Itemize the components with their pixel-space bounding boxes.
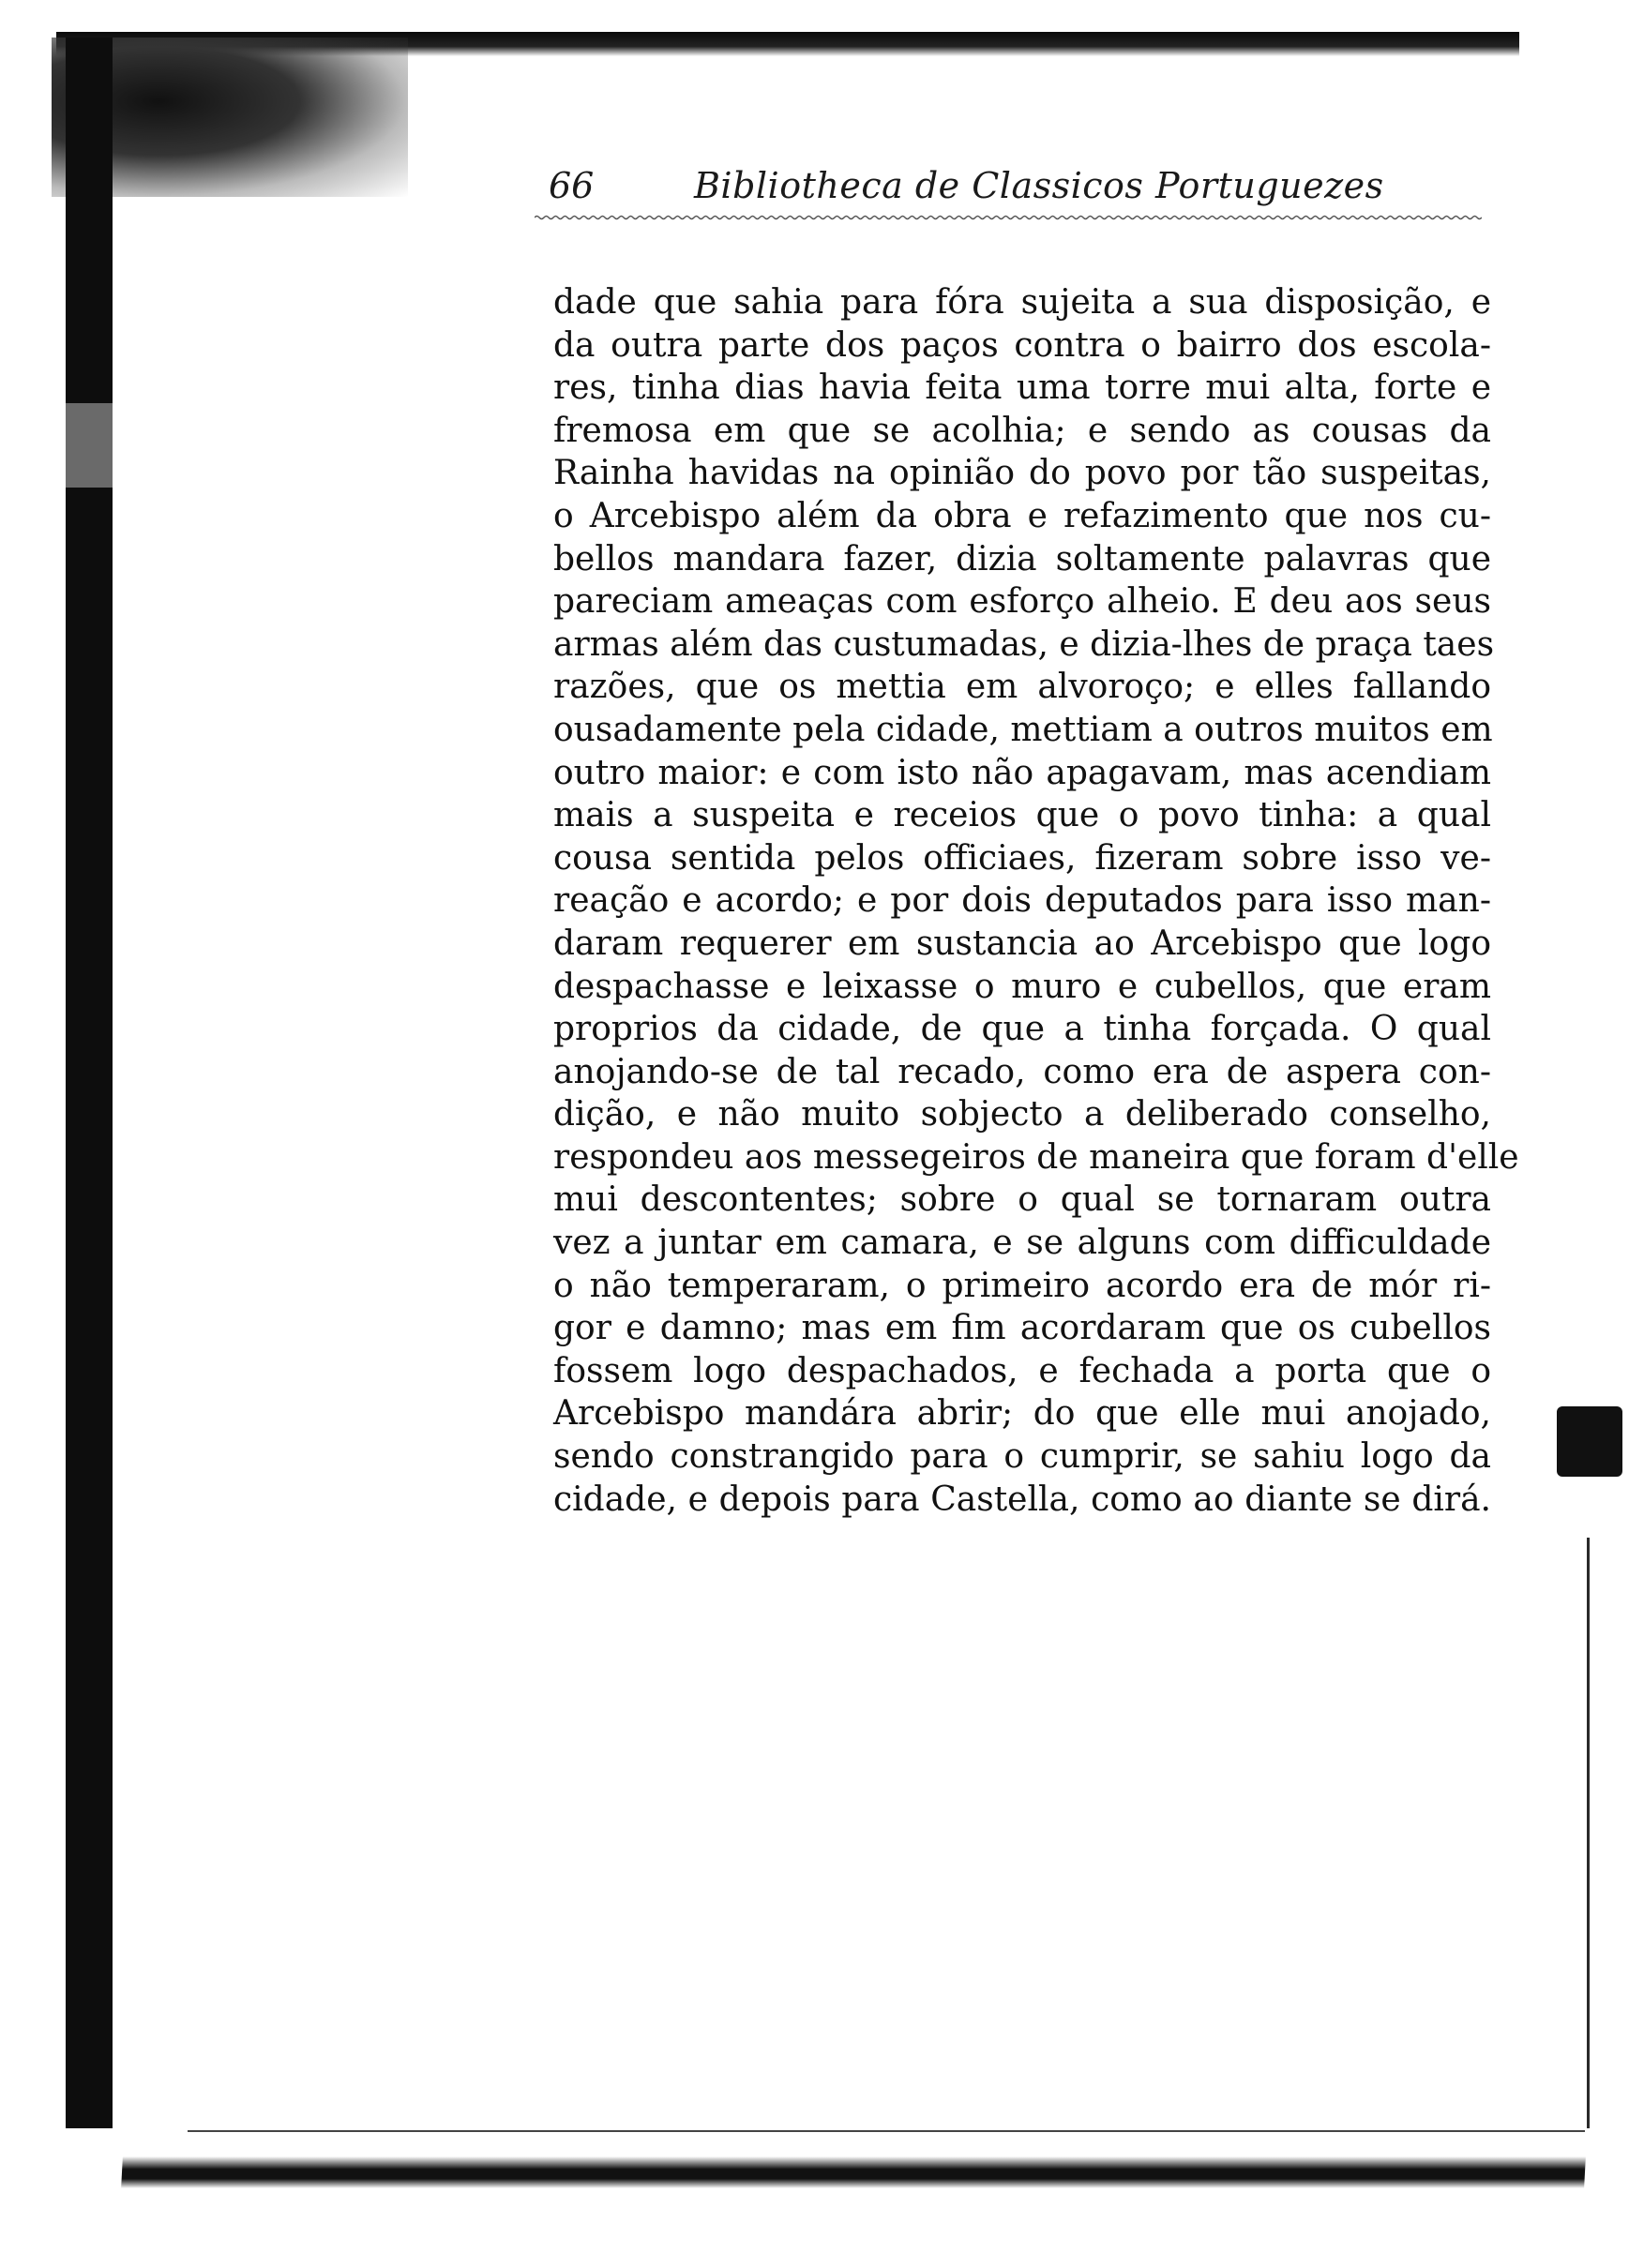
text-line: respondeu aos messegeiros de maneira que foram d'elle bbox=[553, 1137, 1519, 1177]
scan-blot-right bbox=[1557, 1406, 1622, 1477]
header-wavy-rule bbox=[535, 214, 1482, 221]
text-line: mais a suspeita e receios que o povo tinha: a qual bbox=[553, 796, 1491, 835]
text-line: res, tinha dias havia feita uma torre mui alta, forte e bbox=[553, 368, 1491, 408]
text-line: dição, e não muito sobjecto a deliberado conselho, bbox=[553, 1095, 1491, 1134]
text-line: anojando-se de tal recado, como era de aspera con- bbox=[553, 1052, 1491, 1091]
text-line: vez a juntar em camara, e se alguns com difficuldade bbox=[553, 1224, 1491, 1263]
text-line: gor e damno; mas em fim acordaram que os cubellos bbox=[553, 1309, 1491, 1348]
text-line: despachasse e leixasse o muro e cubellos, que eram bbox=[553, 967, 1491, 1006]
text-line: razões, que os mettia em alvoroço; e elles fallando bbox=[553, 668, 1491, 707]
text-line: da outra parte dos paços contra o bairro dos escola- bbox=[553, 325, 1491, 365]
scan-border-left bbox=[66, 38, 113, 2128]
text-line: Rainha havidas na opinião do povo por tão suspeitas, bbox=[553, 454, 1491, 493]
text-line: outro maior: e com isto não apagavam, mas acendiam bbox=[553, 753, 1491, 792]
text-line: cidade, e depois para Castella, como ao diante se dirá. bbox=[553, 1479, 1491, 1519]
text-line: cousa sentida pelos officiaes, fizeram sobre isso ve- bbox=[553, 838, 1491, 878]
text-line: fremosa em que se acolhia; e sendo as cousas da bbox=[553, 411, 1491, 450]
text-line: armas além das custumadas, e dizia-lhes de praça taes bbox=[553, 624, 1495, 664]
page-number: 66 bbox=[549, 165, 595, 206]
text-line: ousadamente pela cidade, mettiam a outros muitos em bbox=[553, 710, 1493, 749]
text-line: pareciam ameaças com esforço alheio. E deu aos seus bbox=[553, 582, 1491, 622]
body-paragraph bbox=[553, 281, 1519, 1521]
text-line: o não temperaram, o primeiro acordo era de mór ri- bbox=[553, 1266, 1491, 1305]
text-line: Arcebispo mandára abrir; do que elle mui anojado, bbox=[553, 1394, 1491, 1434]
text-line: proprios da cidade, de que a tinha forçada. O qual bbox=[553, 1010, 1491, 1049]
text-line: o Arcebispo além da obra e refazimento que nos cu- bbox=[553, 496, 1491, 535]
text-line: reação e acordo; e por dois deputados para isso man- bbox=[553, 881, 1491, 921]
scan-notch-left bbox=[66, 403, 113, 488]
scan-edge-right bbox=[1587, 1538, 1590, 2128]
text-line: dade que sahia para fóra sujeita a sua disposição, e bbox=[553, 283, 1491, 322]
text-line: sendo constrangido para o cumprir, se sahiu logo da bbox=[553, 1437, 1491, 1477]
text-line: fossem logo despachados, e fechada a porta que o bbox=[553, 1351, 1491, 1390]
text-line: bellos mandara fazer, dizia soltamente palavras que bbox=[553, 539, 1491, 578]
text-line: mui descontentes; sobre o qual se tornaram outra bbox=[553, 1180, 1491, 1220]
scan-border-bottom bbox=[121, 2156, 1586, 2188]
running-title: Bibliotheca de Classicos Portuguezes bbox=[694, 165, 1384, 206]
scan-line-bottom bbox=[188, 2130, 1585, 2132]
text-line: daram requerer em sustancia ao Arcebispo que logo bbox=[553, 924, 1491, 963]
